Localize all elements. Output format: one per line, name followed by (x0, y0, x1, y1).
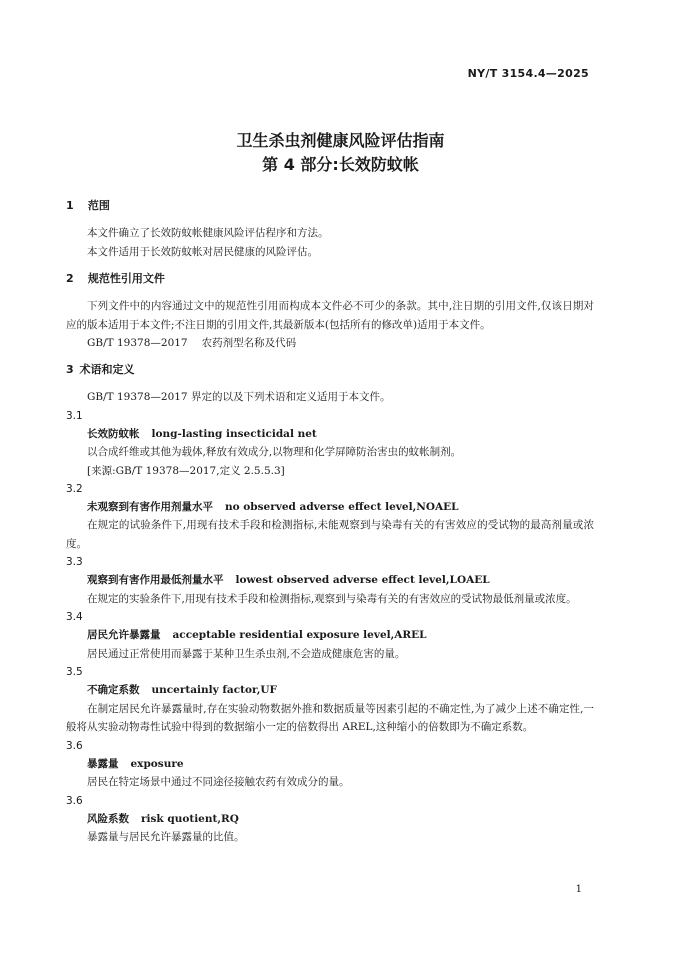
term-definition: 以合成纤维或其他为载体,释放有效成分,以物理和化学屏障防治害虫的蚊帐制剂。 (87, 446, 462, 458)
term-en: long-lasting insecticidal net (151, 427, 317, 440)
reference-entry (66, 334, 594, 352)
section-number: 1 (66, 199, 74, 212)
section-number: 3 (66, 363, 74, 376)
term-entry (66, 792, 594, 847)
term-zh: 观察到有害作用最低剂量水平 (87, 574, 224, 586)
term-number: 3.4 (66, 611, 83, 623)
section-scope-body (66, 224, 594, 261)
section-title: 规范性引用文件 (87, 272, 165, 285)
term-en: uncertainly factor,UF (151, 684, 277, 696)
term-definition: 在规定的试验条件下,用现有技术手段和检测指标,未能观察到与染毒有关的有害效应的受试物的最高剂量或浓度。 (66, 519, 594, 550)
paragraph: 本文件适用于长效防蚊帐对居民健康的风险评估。 (87, 245, 318, 258)
term-entry (66, 480, 594, 554)
document-body (66, 198, 594, 847)
paragraph: 本文件确立了长效防蚊帐健康风险评估程序和方法。 (87, 227, 329, 239)
term-heading (66, 425, 594, 444)
section-number: 2 (66, 272, 74, 285)
term-en: lowest observed adverse effect level,LOAEL (235, 574, 490, 586)
term-en: exposure (130, 757, 184, 770)
term-en: acceptable residential exposure level,AREL (172, 629, 427, 641)
term-entry (66, 663, 594, 737)
term-source: [来源:GB/T 19378—2017,定义 2.5.5.3] (87, 464, 285, 477)
term-heading (66, 681, 594, 700)
term-definition: 居民在特定场景中通过不同途径接触农药有效成分的量。 (87, 776, 350, 788)
term-heading (66, 755, 594, 774)
term-definition: 在规定的实验条件下,用现有技术手段和检测指标,观察到与染毒有关的有害效应的受试物最低剂量或浓度。 (87, 592, 577, 605)
section-title: 术语和定义 (79, 363, 135, 376)
term-heading (66, 571, 594, 590)
term-number: 3.6 (66, 739, 83, 752)
term-definition: 在制定居民允许暴露量时,存在实验动物数据外推和数据质量等因素引起的不确定性,为了减少上述不确定性,一般将从实验动物毒性试验中得到的数据缩小一定的倍数得出 AREL,这种缩小的倍数即为不确定系数。 (66, 702, 594, 733)
term-definition: 居民通过正常使用而暴露于某种卫生杀虫剂,不会造成健康危害的量。 (87, 647, 406, 660)
term-en: no observed adverse effect level,NOAEL (225, 500, 459, 513)
term-zh: 未观察到有害作用剂量水平 (87, 500, 213, 513)
term-zh: 居民允许暴露量 (87, 629, 161, 641)
reference-code: GB/T 19378—2017 (87, 337, 188, 349)
term-en: risk quotient,RQ (141, 812, 239, 825)
term-heading (66, 626, 594, 645)
section-heading-scope (66, 198, 594, 214)
term-number: 3.2 (66, 482, 83, 495)
term-number: 3.6 (66, 794, 83, 807)
reference-title: 农药剂型名称及代码 (201, 337, 297, 349)
standard-code: NY/T 3154.4—2025 (467, 67, 589, 80)
term-entry (66, 553, 594, 608)
document-subtitle: 第 4 部分:长效防蚊帐 (262, 155, 419, 174)
term-number: 3.1 (66, 409, 83, 422)
page-number: 1 (575, 884, 582, 895)
term-entry (66, 407, 594, 480)
section-heading-normative-references (66, 271, 594, 287)
section-heading-terms (66, 362, 594, 378)
term-zh: 风险系数 (87, 812, 129, 825)
section-title: 范围 (87, 199, 110, 212)
term-heading (66, 810, 594, 829)
term-heading (66, 498, 594, 517)
term-zh: 暴露量 (87, 757, 119, 770)
term-number: 3.3 (66, 556, 83, 568)
term-definition: 暴露量与居民允许暴露量的比值。 (87, 831, 245, 843)
document-title: 卫生杀虫剂健康风险评估指南 (236, 131, 445, 150)
term-entry (66, 737, 594, 792)
paragraph: GB/T 19378—2017 界定的以及下列术语和定义适用于本文件。 (87, 391, 391, 403)
term-number: 3.5 (66, 666, 83, 678)
term-zh: 不确定系数 (87, 684, 140, 696)
section-references-body (66, 297, 594, 352)
paragraph: 下列文件中的内容通过文中的规范性引用而构成本文件必不可少的条款。其中,注日期的引用文件,仅该日期对应的版本适用于本文件;不注日期的引用文件,其最新版本(包括所有的修改单)适用于本文件。 (66, 300, 594, 331)
term-entry (66, 608, 594, 663)
term-zh: 长效防蚊帐 (87, 427, 140, 440)
